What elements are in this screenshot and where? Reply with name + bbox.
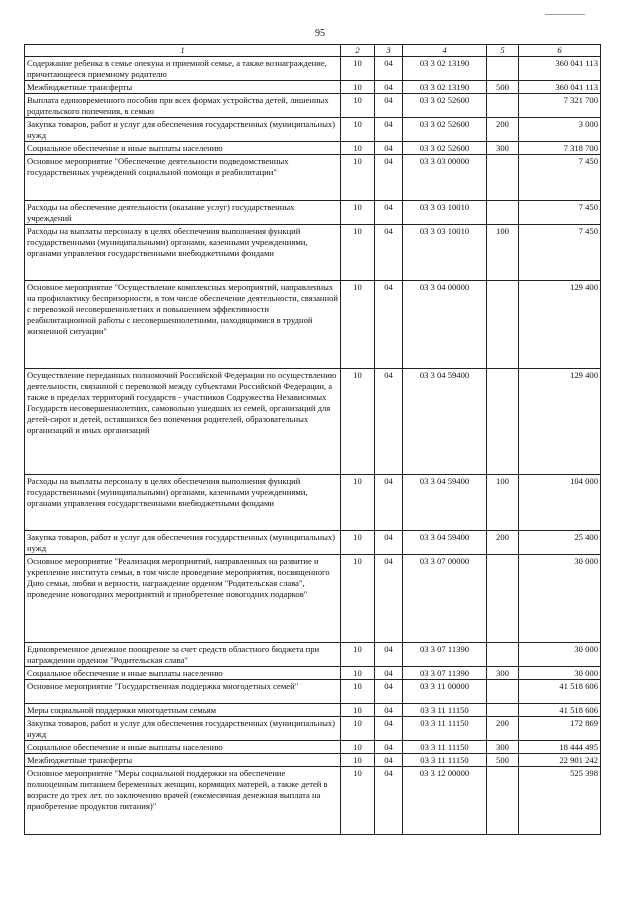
expense-type-cell: 200 — [487, 531, 519, 555]
table-row — [25, 201, 601, 225]
amount-cell: 30 000 — [519, 643, 601, 667]
expense-type-cell — [487, 57, 519, 81]
amount-cell: 7 318 700 — [519, 142, 601, 155]
description-cell: Межбюджетные трансферты — [25, 754, 341, 767]
section-cell: 10 — [341, 531, 375, 555]
target-code-cell: 03 3 02 52600 — [403, 118, 487, 142]
top-mark — [545, 14, 585, 15]
amount-cell: 7 321 700 — [519, 94, 601, 118]
amount-cell: 41 518 606 — [519, 704, 601, 717]
subsection-cell: 04 — [375, 667, 403, 680]
expense-type-cell: 500 — [487, 81, 519, 94]
section-cell: 10 — [341, 643, 375, 667]
subsection-cell: 04 — [375, 118, 403, 142]
section-cell: 10 — [341, 118, 375, 142]
section-cell: 10 — [341, 704, 375, 717]
section-cell: 10 — [341, 81, 375, 94]
expense-type-cell — [487, 94, 519, 118]
subsection-cell: 04 — [375, 81, 403, 94]
description-cell: Расходы на выплаты персоналу в целях обеспечения выполнения функций государственными (муниципальными) органами, казенными учреждениями, органами управления государственными внебюджетными фондами — [25, 475, 341, 531]
target-code-cell: 03 3 07 11390 — [403, 643, 487, 667]
subsection-cell: 04 — [375, 475, 403, 531]
expense-type-cell: 100 — [487, 225, 519, 281]
header-cell: 4 — [403, 45, 487, 57]
description-cell: Основное мероприятие "Обеспечение деятельности подведомственных государственных учреждений социальной помощи и реабилитации" — [25, 155, 341, 201]
target-code-cell: 03 3 02 52600 — [403, 142, 487, 155]
description-cell: Социальное обеспечение и иные выплаты населению — [25, 741, 341, 754]
subsection-cell: 04 — [375, 643, 403, 667]
table-row — [25, 680, 601, 704]
table-row — [25, 281, 601, 369]
table-row — [25, 81, 601, 94]
amount-cell: 7 450 — [519, 201, 601, 225]
section-cell: 10 — [341, 741, 375, 754]
subsection-cell: 04 — [375, 281, 403, 369]
header-cell: 1 — [25, 45, 341, 57]
section-cell: 10 — [341, 680, 375, 704]
description-cell: Основное мероприятие "Меры социальной поддержки на обеспечение полноценным питанием беременных женщин, кормящих матерей, а также детей в возрасте до трех лет. по заключению врачей (ежемесячная денежная выплата на приобретение продуктов питания)" — [25, 767, 341, 835]
subsection-cell: 04 — [375, 680, 403, 704]
subsection-cell: 04 — [375, 767, 403, 835]
section-cell: 10 — [341, 555, 375, 643]
expense-type-cell: 200 — [487, 717, 519, 741]
description-cell: Основное мероприятие "Государственная поддержка многодетных семей" — [25, 680, 341, 704]
expense-type-cell — [487, 201, 519, 225]
description-cell: Меры социальной поддержки многодетным семьям — [25, 704, 341, 717]
target-code-cell: 03 3 07 00000 — [403, 555, 487, 643]
section-cell: 10 — [341, 281, 375, 369]
target-code-cell: 03 3 11 11150 — [403, 741, 487, 754]
amount-cell: 172 869 — [519, 717, 601, 741]
section-cell: 10 — [341, 225, 375, 281]
target-code-cell: 03 3 02 52600 — [403, 94, 487, 118]
description-cell: Закупка товаров, работ и услуг для обеспечения государственных (муниципальных) нужд — [25, 531, 341, 555]
target-code-cell: 03 3 07 11390 — [403, 667, 487, 680]
table-row — [25, 704, 601, 717]
expense-type-cell: 200 — [487, 118, 519, 142]
target-code-cell: 03 3 11 00000 — [403, 680, 487, 704]
table-row — [25, 225, 601, 281]
table-row — [25, 767, 601, 835]
expense-type-cell — [487, 767, 519, 835]
amount-cell: 360 041 113 — [519, 81, 601, 94]
description-cell: Расходы на выплаты персоналу в целях обеспечения выполнения функций государственными (муниципальными) органами, казенными учреждениями, органами управления государственными внебюджетными фондами — [25, 225, 341, 281]
header-cell: 5 — [487, 45, 519, 57]
section-cell: 10 — [341, 667, 375, 680]
expense-type-cell: 100 — [487, 475, 519, 531]
description-cell: Социальное обеспечение и иные выплаты населению — [25, 667, 341, 680]
table-row — [25, 555, 601, 643]
table-row — [25, 717, 601, 741]
amount-cell: 525 398 — [519, 767, 601, 835]
header-cell: 6 — [519, 45, 601, 57]
section-cell: 10 — [341, 475, 375, 531]
description-cell: Межбюджетные трансферты — [25, 81, 341, 94]
amount-cell: 18 444 495 — [519, 741, 601, 754]
section-cell: 10 — [341, 717, 375, 741]
subsection-cell: 04 — [375, 369, 403, 475]
amount-cell: 360 041 113 — [519, 57, 601, 81]
page-number: 95 — [315, 28, 325, 39]
expense-type-cell: 500 — [487, 754, 519, 767]
expense-type-cell — [487, 369, 519, 475]
section-cell: 10 — [341, 155, 375, 201]
target-code-cell: 03 3 11 11150 — [403, 717, 487, 741]
subsection-cell: 04 — [375, 531, 403, 555]
description-cell: Выплата единовременного пособия при всех формах устройства детей, лишенных родительского попечения, в семью — [25, 94, 341, 118]
subsection-cell: 04 — [375, 155, 403, 201]
subsection-cell: 04 — [375, 754, 403, 767]
subsection-cell: 04 — [375, 741, 403, 754]
amount-cell: 7 450 — [519, 225, 601, 281]
description-cell: Осуществление переданных полномочий Российской Федерации по осуществлению деятельности, связанной с перевозкой между субъектами Российской Федерации, а также в пределах территорий государств - участников Содружества Независимых Государств несовершеннолетних, самовольно ушедших из семей, организаций для детей-сирот и детей, оставшихся без попечения родителей, образовательных организаций и иных организаций — [25, 369, 341, 475]
target-code-cell: 03 3 11 11150 — [403, 704, 487, 717]
expense-type-cell — [487, 680, 519, 704]
target-code-cell: 03 3 03 10010 — [403, 201, 487, 225]
subsection-cell: 04 — [375, 555, 403, 643]
subsection-cell: 04 — [375, 225, 403, 281]
subsection-cell: 04 — [375, 57, 403, 81]
subsection-cell: 04 — [375, 142, 403, 155]
amount-cell: 41 518 606 — [519, 680, 601, 704]
expense-type-cell — [487, 555, 519, 643]
description-cell: Закупка товаров, работ и услуг для обеспечения государственных (муниципальных) нужд — [25, 717, 341, 741]
expense-type-cell — [487, 155, 519, 201]
table-row — [25, 142, 601, 155]
subsection-cell: 04 — [375, 717, 403, 741]
table-row — [25, 155, 601, 201]
section-cell: 10 — [341, 767, 375, 835]
description-cell: Закупка товаров, работ и услуг для обеспечения государственных (муниципальных) нужд — [25, 118, 341, 142]
target-code-cell: 03 3 03 00000 — [403, 155, 487, 201]
table-row — [25, 754, 601, 767]
header-row — [25, 45, 601, 57]
section-cell: 10 — [341, 142, 375, 155]
amount-cell: 129 400 — [519, 369, 601, 475]
table-row — [25, 531, 601, 555]
header-cell: 2 — [341, 45, 375, 57]
table-row — [25, 369, 601, 475]
table-row — [25, 741, 601, 754]
target-code-cell: 03 3 11 11150 — [403, 754, 487, 767]
budget-table — [24, 44, 601, 835]
table-row — [25, 475, 601, 531]
amount-cell: 30 000 — [519, 667, 601, 680]
subsection-cell: 04 — [375, 704, 403, 717]
description-cell: Социальное обеспечение и иные выплаты населению — [25, 142, 341, 155]
amount-cell: 22 901 242 — [519, 754, 601, 767]
description-cell: Основное мероприятие "Осуществление комплексных мероприятий, направленных на профилактику беспризорности, в том числе обеспечение деятельности, связанной с перевозкой несовершеннолетних и повышением эффективности реабилитационной работы с несовершеннолетними, находящимися в трудной жизненной ситуации" — [25, 281, 341, 369]
amount-cell: 25 400 — [519, 531, 601, 555]
expense-type-cell — [487, 704, 519, 717]
expense-type-cell: 300 — [487, 741, 519, 754]
expense-type-cell — [487, 281, 519, 369]
target-code-cell: 03 3 02 13190 — [403, 57, 487, 81]
expense-type-cell: 300 — [487, 667, 519, 680]
section-cell: 10 — [341, 94, 375, 118]
description-cell: Основное мероприятие "Реализация мероприятий, направленных на развитие и укрепление института семьи, в том числе проведение мероприятия, посвященного Дню семьи, любви и верности, награждение орденом "Родительская слава", проведение новогодних мероприятий и приобретение новогодних подарков" — [25, 555, 341, 643]
header-cell: 3 — [375, 45, 403, 57]
table-row — [25, 118, 601, 142]
subsection-cell: 04 — [375, 201, 403, 225]
amount-cell: 129 400 — [519, 281, 601, 369]
section-cell: 10 — [341, 369, 375, 475]
target-code-cell: 03 3 12 00000 — [403, 767, 487, 835]
amount-cell: 7 450 — [519, 155, 601, 201]
subsection-cell: 04 — [375, 94, 403, 118]
section-cell: 10 — [341, 754, 375, 767]
amount-cell: 104 000 — [519, 475, 601, 531]
target-code-cell: 03 3 03 10010 — [403, 225, 487, 281]
expense-type-cell: 300 — [487, 142, 519, 155]
target-code-cell: 03 3 04 59400 — [403, 475, 487, 531]
amount-cell: 30 000 — [519, 555, 601, 643]
target-code-cell: 03 3 04 00000 — [403, 281, 487, 369]
description-cell: Расходы на обеспечение деятельности (оказание услуг) государственных учреждений — [25, 201, 341, 225]
section-cell: 10 — [341, 57, 375, 81]
table-row — [25, 643, 601, 667]
expense-type-cell — [487, 643, 519, 667]
table-row — [25, 57, 601, 81]
target-code-cell: 03 3 02 13190 — [403, 81, 487, 94]
section-cell: 10 — [341, 201, 375, 225]
table-row — [25, 94, 601, 118]
description-cell: Единовременное денежное поощрение за счет средств областного бюджета при награждении орденом "Родительская слава" — [25, 643, 341, 667]
description-cell: Содержание ребенка в семье опекуна и приемной семье, а также вознаграждение, причитающееся приемному родителю — [25, 57, 341, 81]
amount-cell: 3 000 — [519, 118, 601, 142]
target-code-cell: 03 3 04 59400 — [403, 531, 487, 555]
target-code-cell: 03 3 04 59400 — [403, 369, 487, 475]
table-row — [25, 667, 601, 680]
